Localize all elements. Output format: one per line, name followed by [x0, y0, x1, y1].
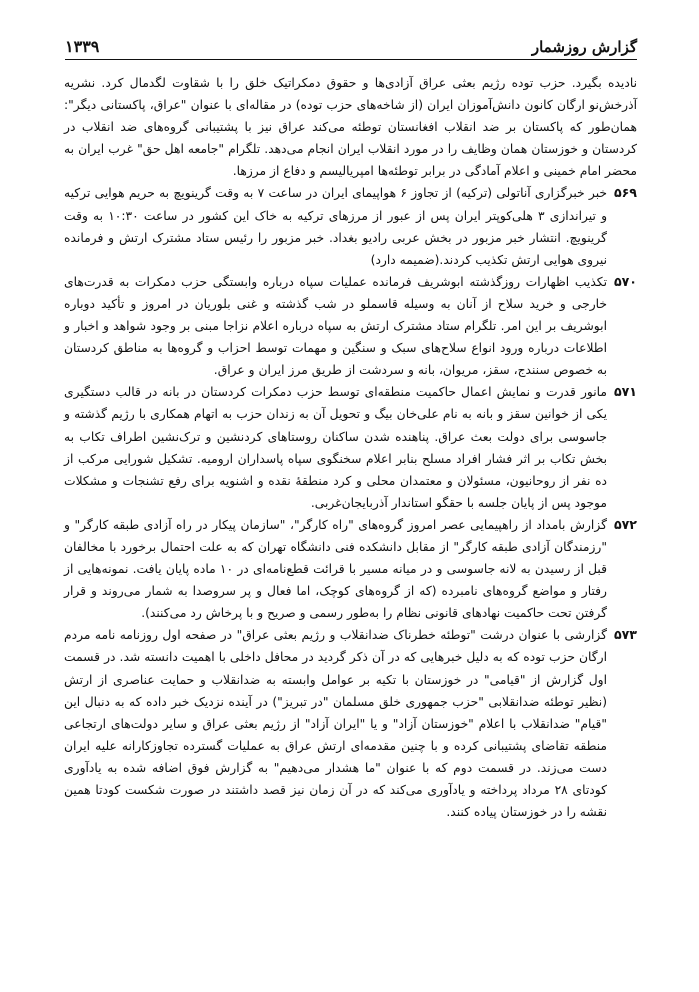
- entry-573: [64, 624, 637, 823]
- intro-paragraph: نادیده بگیرد. حزب توده رژیم بعثی عراق آزادی‌ها و حقوق دمکراتیک خلق را با شقاوت لگدمال کرد. نشریه آذرخش‌نو ارگان کانون دانش‌آموزان ایران (از شاخه‌های حزب توده) در مقاله‌ای با عنوان "عراق، پاکستانی دیگر": همان‌طور که پاکستان بر ضد انقلاب افغانستان توطئه می‌کند عراق نیز با پشتیبانی گروه‌های ضد انقلاب در کردستان و خوزستان همان وظایف را در مورد انقلاب ایران انجام می‌دهد. تلگرام "جامعه اهل حق" غرب ایران به محضر امام خمینی و اعلام آمادگی در برابر توطئه‌ها امپریالیسم و دفاع از مرزها.: [64, 76, 637, 179]
- entry-text: گزارش بامداد از راهپیمایی عصر امروز گروه‌های "راه کارگر"، "سازمان پیکار در راه آزادی طبقه کارگر" و "رزمندگان آزادی طبقه کارگر" از مقابل دانشکده فنی دانشگاه تهران که به علت احتمال برخورد با مخالفان قبل از رسیدن به لانه جاسوسی و در میانه مسیر با قرائت قطع‌نامه‌ای در ۱۰ ماده پایان یافت. نمونه‌هایی از رفتار و مواضع گروه‌های نامبرده (که از گروه‌های کوچک، اما فعال و پر سروصدا به شمار می‌روند و قرار گرفتن تحت حاکمیت نهادهای قانونی نظام را به‌طور رسمی و صریح و با پرخاش رد می‌کنند).: [64, 517, 607, 621]
- entry-569: [64, 182, 637, 270]
- entry-text: خبر خبرگزاری آناتولی (ترکیه) از تجاوز ۶ هواپیمای ایران در ساعت ۷ به وقت گرینویچ به حریم هوایی ترکیه و تیراندازی ۳ هلی‌کوپتر ایران پس از عبور از مرزهای ترکیه به خاک این کشور در ساعت ۱۰:۳۰ به وقت گرینویچ. انتشار خبر مزبور در بخش عربی رادیو بغداد. خبر مزبور را رئیس ستاد مشترک ارتش و فرمانده نیروی هوایی ارتش تکذیب کردند.(ضمیمه دارد): [64, 186, 608, 267]
- entry-number: ۵۷۰: [613, 273, 637, 289]
- entry-text: گزارشی با عنوان درشت "توطئه خطرناک ضدانقلاب و رژیم بعثی عراق" در صفحه اول روزنامه نامه مردم ارگان حزب توده که به دلیل خبرهایی که در آن ذکر گردید در محافل داخلی با اهمیت دانسته شد. در قسمت اول گزارش از "قیامی" در خوزستان با تکیه بر عوامل وابسته به ضدانقلاب و حمایت عناصری از ارتش (نظیر توطئه ضدانقلابی "حزب جمهوری خلق مسلمان "در تبریز") در آینده نزدیک خبر داده که به دنبال این "قیام" ضدانقلاب با اعلام "خوزستان آزاد" و یا "ایران آزاد" از رژیم بعثی عراق و سایر دولت‌های ارتجاعی منطقه تقاضای پشتیبانی کرده و با چنین مقدمه‌ای ارتش عراق به عملیات گسترده تجاوزکارانه علیه ایران دست می‌زند. در قسمت دوم که با عنوان "ما هشدار می‌دهیم" به گزارش فوق اضافه شده به یادآوری کودتای ۲۸ مرداد پرداخته و یادآوری می‌کند که در آن زمان نیز قصد داشتند در صورت شکست کودتا همین نقشه را در خوزستان پیاده کنند.: [64, 628, 607, 820]
- entry-570: [64, 271, 637, 381]
- entry-text: تکذیب اظهارات روزگذشته ابوشریف فرمانده عملیات سپاه درباره وابستگی حزب دمکرات به قدرت‌های خارجی و خرید سلاح از آنان به وسیله قاسملو در شب گذشته و غنی بلوریان در امروز و تأکید دوباره ابوشریف بر این امر. تلگرام ستاد مشترک ارتش به سپاه درباره اعلام نزاجا مبنی بر وجود شواهد و اخبار و اطلاعات درباره ورود انواع سلاح‌های سبک و سنگین و مهمات توسط احزاب و گروه‌ها به مناطق کردستان به خصوص سنندج، سقز، مریوان، بانه و سردشت از طریق مرز ایران و عراق.: [64, 274, 607, 378]
- entry-572: [64, 514, 637, 624]
- entry-number: ۵۷۳: [613, 627, 637, 643]
- page-content: [64, 72, 637, 972]
- page-header: [65, 26, 637, 60]
- entry-text: مانور قدرت و نمایش اعمال حاکمیت منطقه‌ای توسط حزب دمکرات کردستان در بانه در قالب دستگیری یکی از خوانین سقز و بانه به نام علی‌خان بیگ و تحویل آن به زندان حزب به اتهام همکاری با رژیم گذشته و جاسوسی برای دولت بعث عراق. پناهنده شدن ساکنان روستاهای کردنشین و ترک‌نشین اطراف تکاب به بخش تکاب بر اثر فشار افراد مسلح بنابر اعلام سخنگوی سپاه پاسداران ارومیه. تشکیل شورایی مرکب از ده نفر از روحانیون، مسئولان و معتمدان محلی و کرد منطقهٔ نقده و اشنویه برای رفع تشنجات و مشکلات موجود پس از پایان جلسه با حقگو استاندار آذربایجان‌غربی.: [64, 385, 607, 510]
- entry-number: ۵۷۱: [613, 384, 637, 400]
- page-number: ۱۳۳۹: [65, 37, 100, 56]
- entry-number: ۵۶۹: [613, 185, 637, 201]
- entry-571: [64, 381, 637, 514]
- running-title: گزارش روزشمار: [531, 38, 637, 56]
- entry-number: ۵۷۲: [613, 516, 637, 532]
